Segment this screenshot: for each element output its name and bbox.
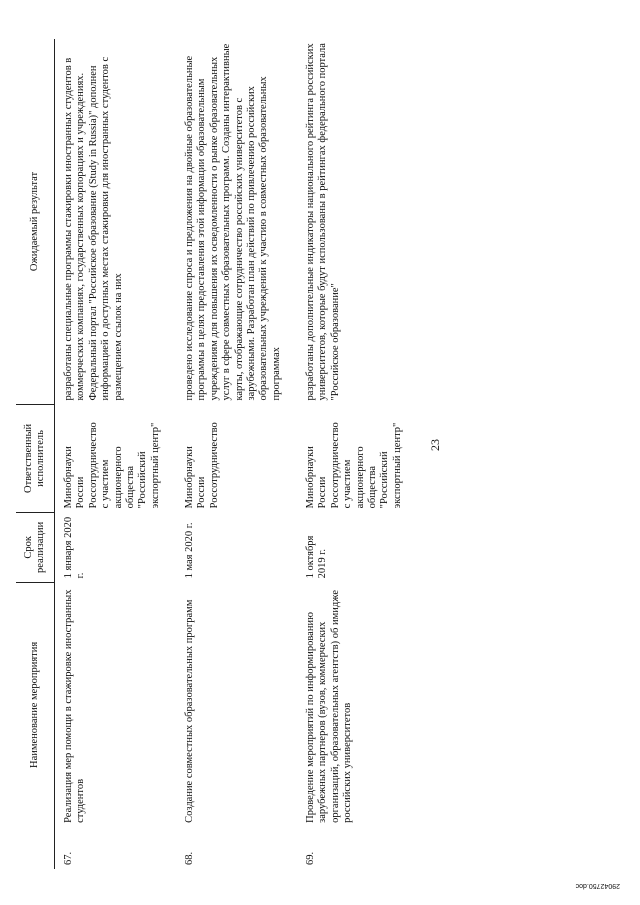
row-name: Создание совместных образовательных программ — [184, 599, 195, 823]
row-name: Проведение мероприятий по информированию зарубежных партнеров (вузов, коммерческих организаций, образовательных агентств) об имидже российских университетов — [305, 590, 354, 823]
table-row — [176, 39, 297, 869]
header-name: Наименование мероприятия — [16, 582, 55, 826]
row-number: 69. — [305, 851, 316, 865]
row-result: разработаны дополнительные индикаторы национального рейтинга российских университетов, которые будут использованы в рейтингах федерального портала "Российское образование" — [305, 43, 341, 401]
measures-table — [16, 39, 418, 869]
header-term: Срок реализации — [16, 512, 55, 582]
row-term: 1 мая 2020 г. — [184, 522, 195, 579]
row-term: 1 января 2020 г. — [63, 516, 87, 579]
row-number: 68. — [184, 851, 195, 865]
header-result: Ожидаемый результат — [16, 39, 55, 405]
row-term: 1 октября 2019 г. — [305, 535, 329, 579]
table-header-row — [16, 39, 55, 869]
row-responsible: Минобрнауки России Россотрудничество — [184, 422, 220, 509]
row-result: разработаны специальные программы стажировки иностранных студентов в коммерческих компаниях, государственных корпорациях и учреждениях. Федеральный портал "Российское образование (Study in Russia)" дополнен информацией о доступных местах стажировки для иностранных студентов с размещением ссылок на них — [63, 56, 124, 401]
row-result: проведено исследование спроса и предложения на двойные образовательные программы в целях предоставления этой информации образовательным учреждениям для повышения их осведомленности о рынке образовательных услуг в сфере совместных образовательных программ. Созданы интерактивные карты, отображающие сотрудничество российских университетов с зарубежными. Разработан план действий по привлечению российских образовательных учреждений к участию в совместных образовательных программах — [184, 43, 282, 401]
row-number: 67. — [63, 851, 74, 865]
document-code: 29042750.doc — [575, 882, 620, 889]
row-responsible: Минобрнауки России Россотрудничество с участием акционерного общества "Российский экспортный центр" — [305, 422, 403, 509]
header-number — [16, 827, 55, 869]
header-responsible: Ответственный исполнитель — [16, 405, 55, 513]
row-name: Реализация мер помощи в стажировке иностранных студентов — [63, 589, 87, 823]
row-responsible: Минобрнауки России Россотрудничество с участием акционерного общества "Российский экспортный центр" — [63, 422, 161, 509]
table-row — [297, 39, 418, 869]
table-row — [55, 39, 177, 869]
page-number: 23 — [428, 439, 442, 451]
